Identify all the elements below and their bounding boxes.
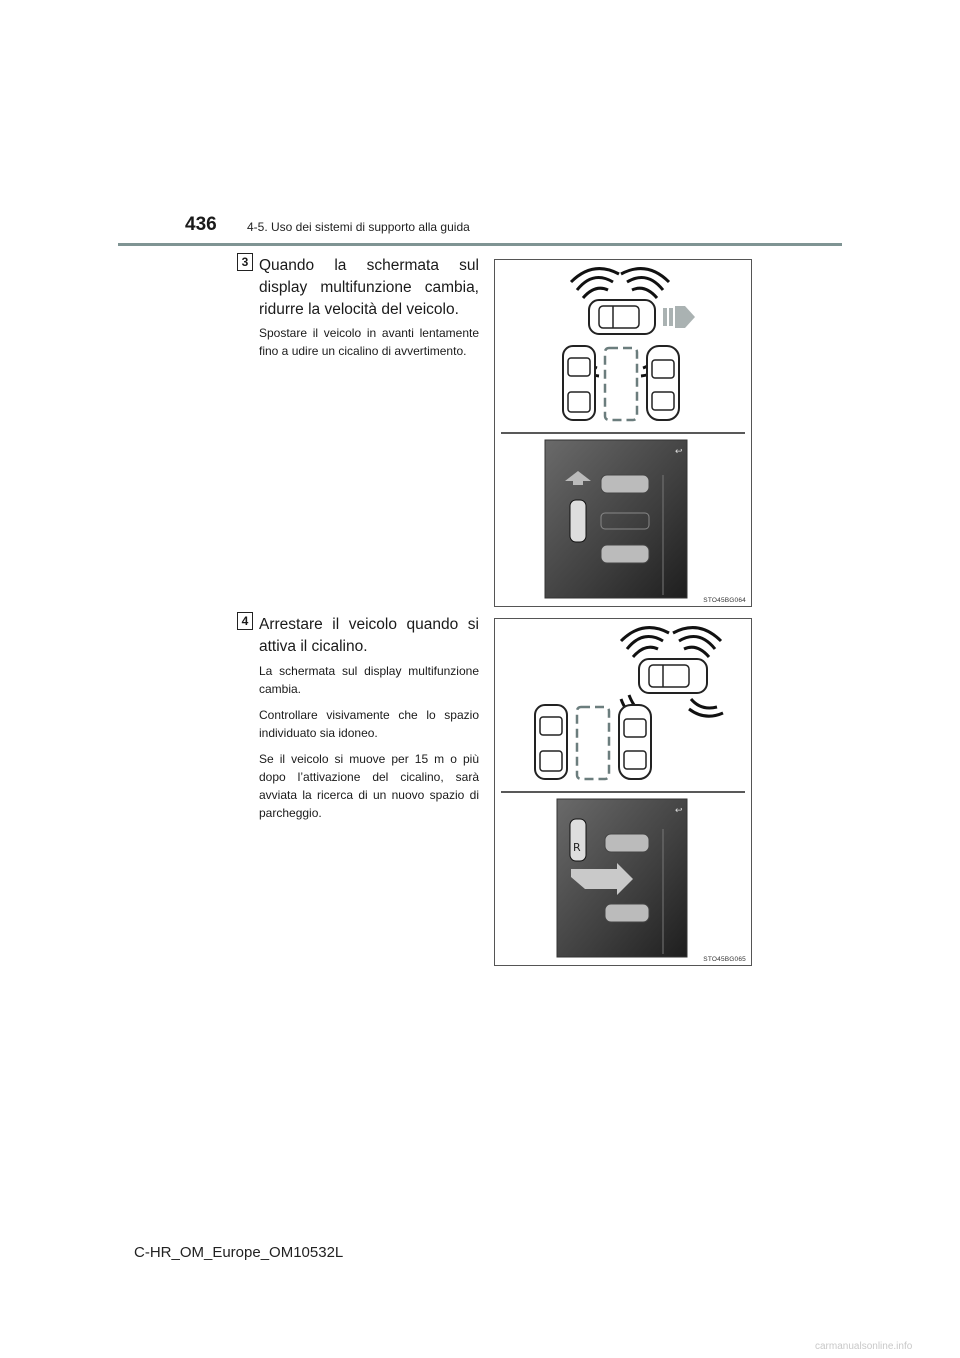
watermark: carmanualsonline.info [815, 1341, 913, 1352]
header-rule [118, 243, 842, 246]
step-4-paragraph-3: Se il veicolo si muove per 15 m o più dopo l’attivazione del cicalino, sarà avviata la ricerca di un nuovo spazio di parcheggio. [259, 752, 479, 820]
parked-car-left-icon [535, 705, 567, 779]
step-4-paragraph-2: Controllare visivamente che lo spazio individuato sia idoneo. [259, 708, 479, 740]
multi-information-display [557, 799, 687, 957]
parking-space-outline [605, 348, 637, 420]
step-4-figure [494, 618, 752, 966]
step-3-illustration [495, 260, 751, 606]
step-4-title-line-1: Arrestare il veicolo quando si [259, 616, 479, 633]
step-3-title-line-3: ridurre la velocità del veicolo. [259, 301, 459, 318]
parked-car-right-icon [619, 705, 651, 779]
step-badge-4: 4 [237, 612, 253, 630]
parked-car-display-icon [601, 545, 649, 563]
step-4-paragraph-1: La schermata sul display multifunzione cambia. [259, 664, 479, 696]
footer-manual-code: C-HR_OM_Europe_OM10532L [134, 1244, 344, 1261]
parked-car-display-icon [601, 475, 649, 493]
step-3-paragraph: Spostare il veicolo in avanti lentamente fino a udire un cicalino di avvertimento. [259, 326, 479, 358]
reverse-gear-label: R [573, 841, 581, 854]
parked-car-display-icon [605, 904, 649, 922]
parked-car-left-icon [563, 346, 595, 420]
step-4-illustration [495, 619, 751, 965]
step-badge-3: 3 [237, 253, 253, 271]
own-car-icon [589, 300, 655, 334]
figure-code: STO45BG064 [703, 597, 746, 604]
multi-information-display [545, 440, 687, 598]
own-car-display-icon [570, 500, 586, 542]
step-3-title-line-2: display multifunzione cambia, [259, 279, 479, 296]
step-3-title-line-1: Quando la schermata sul [259, 257, 479, 274]
back-arrow-icon: ↩ [675, 447, 683, 457]
own-car-display-icon [570, 819, 586, 861]
section-title: 4-5. Uso dei sistemi di supporto alla guida [247, 220, 470, 234]
step-4-title-line-2: attiva il cicalino. [259, 638, 368, 655]
figure-code: STO45BG065 [703, 956, 746, 963]
parking-space-outline [577, 707, 609, 779]
parked-car-right-icon [647, 346, 679, 420]
page-number: 436 [185, 214, 217, 235]
forward-arrow-icon [663, 306, 695, 328]
own-car-icon [639, 659, 707, 693]
step-3-figure [494, 259, 752, 607]
parked-car-display-icon [605, 834, 649, 852]
back-arrow-icon: ↩ [675, 806, 683, 816]
